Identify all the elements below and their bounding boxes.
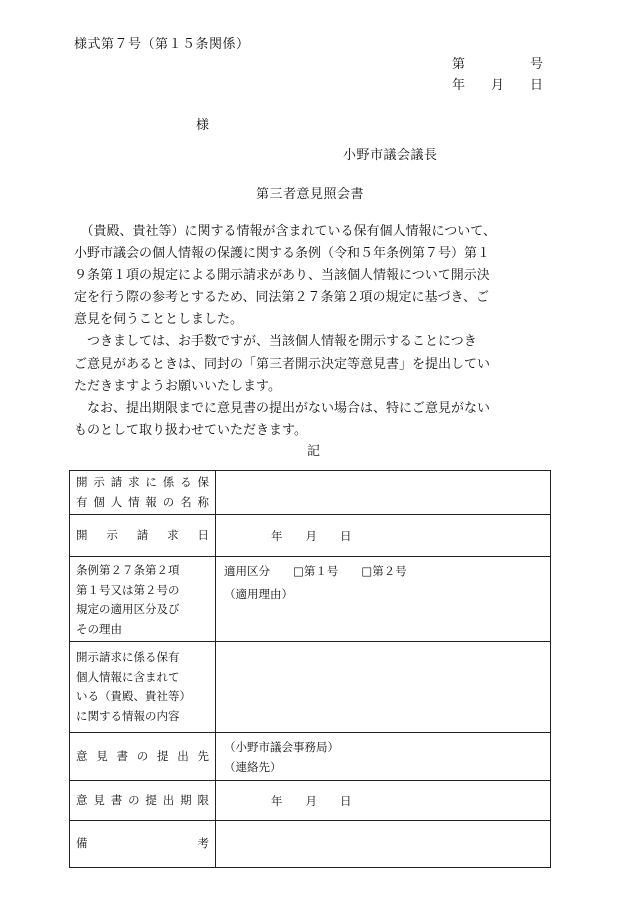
label-line: 規定の適用区分及び (76, 602, 180, 616)
remarks-field[interactable] (216, 821, 551, 868)
table-row (70, 821, 551, 868)
body-line: ただきますようお願いいたします。 (74, 378, 281, 394)
body-line: 意見を伺うこととしました。 (74, 312, 244, 328)
document-date-line: 年 月 日 (452, 78, 544, 93)
addressee-honorific: 様 (196, 118, 210, 133)
deadline-value: 年 月 日 (271, 793, 352, 808)
row-label-info-content (70, 642, 216, 733)
document-title: 第三者意見照会書 (256, 187, 365, 202)
body-line: 定を行う際の参考とするため、同法第２７条第２項の規定に基づき、ご (74, 290, 489, 306)
deadline-field[interactable] (216, 781, 551, 821)
row-label-category (70, 557, 216, 642)
form-number: 様式第７号（第１５条関係） (74, 37, 250, 52)
submit-to-office: （小野市議会事務局） (224, 739, 339, 754)
row-label-submit-to (70, 733, 216, 781)
label-line: 備 (76, 836, 88, 851)
body-line: ご意見があるときは、同封の「第三者開示決定等意見書」を提出してい (74, 356, 491, 372)
table-row (70, 557, 551, 642)
label-line: 条例第２７条第２項 (76, 563, 180, 577)
table-row (70, 781, 551, 821)
document-number-line: 第 号 (452, 57, 544, 72)
sender-name: 小野市議会議長 (343, 148, 438, 163)
label-line: 有個人情報の名称 (76, 494, 209, 509)
category-reason: （適用理由） (224, 587, 293, 601)
label-line: に関する情報の内容 (76, 708, 180, 723)
body-line: ９条第１項の規定による開示請求があり、当該個人情報について開示決 (74, 268, 490, 284)
label-line: いる（貴殿、貴社等） (76, 689, 191, 703)
label-line: 個人情報に含まれて (76, 669, 180, 684)
request-date-value: 年 月 日 (271, 528, 352, 543)
label-line: 開示請求日 (76, 527, 209, 542)
row-label-remarks (70, 821, 216, 868)
body-line: なお、提出期限までに意見書の提出がない場合は、特にご意見がない (74, 400, 491, 416)
category-field[interactable] (216, 557, 551, 642)
row-label-deadline (70, 781, 216, 821)
info-name-field[interactable] (216, 471, 551, 515)
label-line: 意見書の提出期限 (76, 792, 209, 807)
body-text (74, 221, 556, 442)
table-row (70, 471, 551, 515)
request-date-field[interactable] (216, 515, 551, 557)
submit-to-field[interactable] (216, 733, 551, 781)
label-line: その理由 (76, 621, 122, 636)
label-line: 考 (197, 836, 209, 851)
kigo-heading: 記 (307, 444, 321, 459)
row-label-info-name (70, 471, 216, 515)
table-row (70, 642, 551, 733)
body-line: ものとして取り扱わせていただきます。 (74, 422, 307, 438)
label-line: 開示請求に係る保有 (76, 650, 180, 664)
submit-to-contact: （連絡先） (224, 759, 282, 774)
info-content-field[interactable] (216, 642, 551, 733)
table-row (70, 515, 551, 557)
form-table (69, 470, 551, 868)
category-options: 適用区分 □第１号 □第２号 (224, 564, 407, 578)
body-line: つきましては、お手数ですが、当該個人情報を開示することにつき (74, 334, 477, 350)
label-line: 開示請求に係る保 (76, 475, 209, 489)
label-line: 意見書の提出先 (76, 748, 209, 763)
table-row (70, 733, 551, 781)
row-label-request-date (70, 515, 216, 557)
body-line: 小野市議会の個人情報の保護に関する条例（令和５年条例第７号）第１ (74, 246, 491, 262)
label-line: 第１号又は第２号の (76, 582, 180, 597)
body-line: （貴殿、貴社等）に関する情報が含まれている保有個人情報について、 (74, 224, 496, 239)
